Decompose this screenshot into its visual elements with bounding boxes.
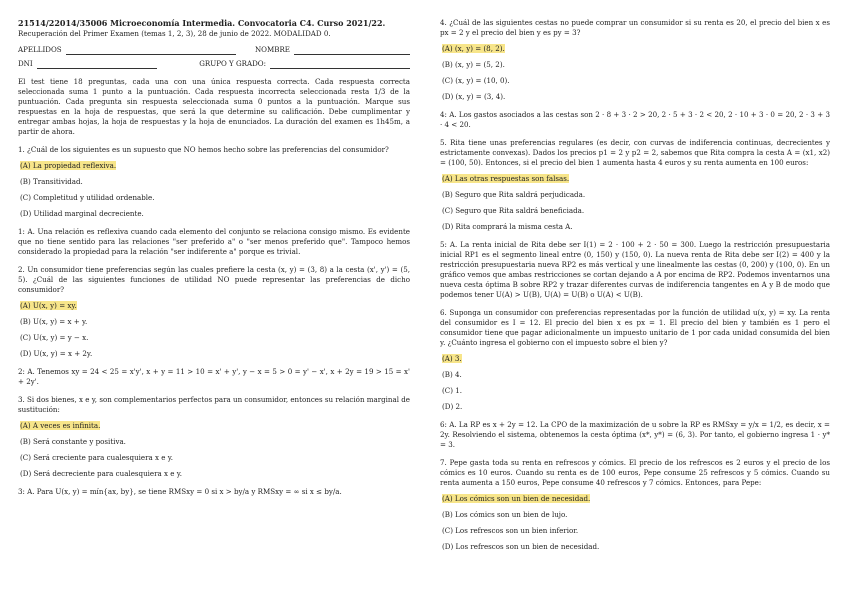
- q7-option-a[interactable]: [442, 494, 830, 504]
- dni-field: [18, 59, 157, 69]
- q1-option-d[interactable]: (D) Utilidad marginal decreciente.: [20, 209, 144, 218]
- q5-option-b[interactable]: (B) Seguro que Rita saldrá perjudicada.: [442, 190, 586, 199]
- q4-option-a[interactable]: [442, 44, 830, 54]
- q5-option-a-label: (A) Las otras respuestas son falsas.: [442, 174, 570, 183]
- nombre-line[interactable]: [294, 46, 410, 55]
- q6-option-a-label: (A) 3.: [442, 354, 462, 363]
- nombre-label: NOMBRE: [254, 45, 290, 54]
- q3-option-a[interactable]: [20, 421, 410, 431]
- apellidos-label: APELLIDOS: [18, 45, 62, 54]
- q3-option-c[interactable]: (C) Será creciente para cualesquiera x e y.: [20, 453, 174, 462]
- grupo-label: GRUPO Y GRADO:: [199, 59, 266, 68]
- nombre-field: [255, 45, 410, 55]
- intro-text: El test tiene 18 preguntas, cada una con una única respuesta correcta. Cada respuesta correcta seleccionada suma 1 punto a la puntuación. Cada respuesta incorrecta seleccionada resta 1/3 de la puntuación. Cada pregunta sin respuesta seleccionada suma 0 puntos a la puntuación. Marque sus respuestas en la hoja de respuestas, que será la que determine su calificación. Debe cumplimentar y entregar ambas hojas, la hoja de respuestas y la hoja de enunciados. La duración del examen es 1h45m, a partir de ahora.: [18, 77, 410, 136]
- exam-subtitle: Recuperación del Primer Examen (temas 1, 2, 3), 28 de junio de 2022. MODALIDAD 0.: [18, 29, 331, 38]
- q7-option-d[interactable]: (D) Los refrescos son un bien de necesidad.: [442, 542, 600, 551]
- q6-option-c[interactable]: (C) 1.: [442, 386, 462, 395]
- q4-option-b[interactable]: (B) (x, y) = (5, 2).: [442, 60, 505, 69]
- q3-option-b[interactable]: (B) Será constante y positiva.: [20, 437, 126, 446]
- q1-option-b[interactable]: (B) Transitividad.: [20, 177, 83, 186]
- grupo-field: [199, 59, 410, 69]
- q2-option-d[interactable]: (D) U(x, y) = x + 2y.: [20, 349, 93, 358]
- question-3: 3. Si dos bienes, x e y, son complementarios perfectos para un consumidor, entonces su relación marginal de sustitución:: [18, 395, 410, 414]
- question-1: 1. ¿Cuál de los siguientes es un supuesto que NO hemos hecho sobre las preferencias del consumidor?: [18, 145, 389, 154]
- q4-option-d[interactable]: (D) (x, y) = (3, 4).: [442, 92, 506, 101]
- solution-2: 2: A. Tenemos xy = 24 < 25 = x'y', x + y = 11 > 10 = x' + y', y − x = 5 > 0 = y' − x', x + 2y = 19 > 15 = x' + 2y'.: [18, 367, 410, 386]
- solution-5: 5: A. La renta inicial de Rita debe ser I(1) = 2 · 100 + 2 · 50 = 300. Luego la restricción presupuestaria inicial RP1 es el segmento lineal entre (0, 150) y (150, 0). La nueva renta de Rita debe ser I(2) = 400 y la restricción presupuestaria nueva RP2 es más vertical y une linealmente las cestas (0, 200) y (100, 0). En un gráfico vemos que ambas restricciones se cortan dejando a A por encima de RP2. Podemos inventarnos una nueva cesta óptima B sobre RP2 y trazar diferentes curvas de indiferencia tangentes en A y B de modo que podemos tener U(A) > U(B), U(A) = U(B) o U(A) < U(B).: [440, 240, 830, 299]
- q3-option-d[interactable]: (D) Será decreciente para cualesquiera x e y.: [20, 469, 183, 478]
- question-2: 2. Un consumidor tiene preferencias según las cuales prefiere la cesta (x, y) = (3, 8) a la cesta (x', y') = (5, 5). ¿Cuál de las siguientes funciones de utilidad NO puede representar las preferencias de dicho consumidor?: [18, 265, 410, 294]
- name-fields-row: [18, 45, 410, 55]
- dni-fields-row: [18, 59, 410, 69]
- apellidos-line[interactable]: [66, 46, 236, 55]
- q5-option-d[interactable]: (D) Rita comprará la misma cesta A.: [442, 222, 573, 231]
- left-column: [18, 18, 410, 497]
- q7-option-c[interactable]: (C) Los refrescos son un bien inferior.: [442, 526, 579, 535]
- solution-4: 4: A. Los gastos asociados a las cestas son 2 · 8 + 3 · 2 > 20, 2 · 5 + 3 · 2 < 20, 2 · 10 + 3 · 0 = 20, 2 · 3 + 3 · 4 < 20.: [440, 110, 830, 129]
- apellidos-field: [18, 45, 236, 55]
- q6-option-a[interactable]: [442, 354, 830, 364]
- q4-option-a-label: (A) (x, y) = (8, 2).: [442, 44, 505, 53]
- right-column: [440, 18, 830, 552]
- exam-title: 21514/22014/35006 Microeconomía Intermedia. Convocatoria C4. Curso 2021/22.: [18, 18, 386, 28]
- q2-option-c[interactable]: (C) U(x, y) = y − x.: [20, 333, 89, 342]
- q1-option-a[interactable]: [20, 161, 410, 171]
- q2-option-b[interactable]: (B) U(x, y) = x + y.: [20, 317, 88, 326]
- q3-option-a-label: (A) A veces es infinita.: [20, 421, 101, 430]
- q5-option-a[interactable]: [442, 174, 830, 184]
- q4-option-c[interactable]: (C) (x, y) = (10, 0).: [442, 76, 510, 85]
- question-5: 5. Rita tiene unas preferencias regulares (es decir, con curvas de indiferencia continuas, decrecientes y estrictamente convexas). Dados los precios p1 = 2 y p2 = 2, sabemos que Rita compra la cesta A = (x1, x2) = (100, 50). Entonces, si el precio del bien 1 aumenta hasta 4 euros y su renta aumenta en 100 euros:: [440, 138, 830, 167]
- grupo-line[interactable]: [270, 60, 410, 69]
- question-4: 4. ¿Cuál de las siguientes cestas no puede comprar un consumidor si su renta es 20, el precio del bien x es px = 2 y el precio del bien y es py = 3?: [440, 18, 830, 37]
- q1-option-c[interactable]: (C) Completitud y utilidad ordenable.: [20, 193, 155, 202]
- q5-option-c[interactable]: (C) Seguro que Rita saldrá beneficiada.: [442, 206, 585, 215]
- question-7: 7. Pepe gasta toda su renta en refrescos y cómics. El precio de los refrescos es 2 euros y el precio de los cómics es 10 euros. Cuando su renta es de 100 euros, Pepe consume 25 refrescos y 5 cómics. Cuando su renta aumenta a 150 euros, Pepe consume 40 refrescos y 7 cómics. Entonces, para Pepe:: [440, 458, 830, 487]
- q7-option-b[interactable]: (B) Los cómics son un bien de lujo.: [442, 510, 568, 519]
- q7-option-a-label: (A) Los cómics son un bien de necesidad.: [442, 494, 591, 503]
- dni-label: DNI: [18, 59, 33, 68]
- solution-1: 1: A. Una relación es reflexiva cuando cada elemento del conjunto se relaciona consigo mismo. Es evidente que no tiene sentido para las relaciones "ser preferido a" o "ser menos preferido que". Tampoco hemos considerado la propiedad para la relación "ser indiferente a" porque es trivial.: [18, 227, 410, 256]
- solution-6: 6: A. La RP es x + 2y = 12. La CPO de la maximización de u sobre la RP es RMSxy = y/x = 1/2, es decir, x = 2y. Resolviendo el sistema, obtenemos la cesta óptima (x*, y*) = (6, 3). Por tanto, el gobierno ingresa 1 · y* = 3.: [440, 420, 830, 449]
- solution-3: 3: A. Para U(x, y) = mín{ax, by}, se tiene RMSxy = 0 si x > by/a y RMSxy = ∞ si x ≤ by/a.: [18, 487, 342, 496]
- question-6: 6. Suponga un consumidor con preferencias representadas por la función de utilidad u(x, y) = xy. La renta del consumidor es I = 12. El precio del bien x es px = 1. El precio del bien y también es 1 pero el consumidor tiene que pagar adicionalmente un impuesto unitario de 1 por cada unidad consumida del bien y. ¿Cuánto ingresa el gobierno con el impuesto sobre el bien y?: [440, 308, 830, 347]
- q6-option-b[interactable]: (B) 4.: [442, 370, 462, 379]
- dni-line[interactable]: [37, 60, 157, 69]
- q6-option-d[interactable]: (D) 2.: [442, 402, 463, 411]
- q2-option-a-label: (A) U(x, y) = xy.: [20, 301, 77, 310]
- q1-option-a-label: (A) La propiedad reflexiva.: [20, 161, 117, 170]
- q2-option-a[interactable]: [20, 301, 410, 311]
